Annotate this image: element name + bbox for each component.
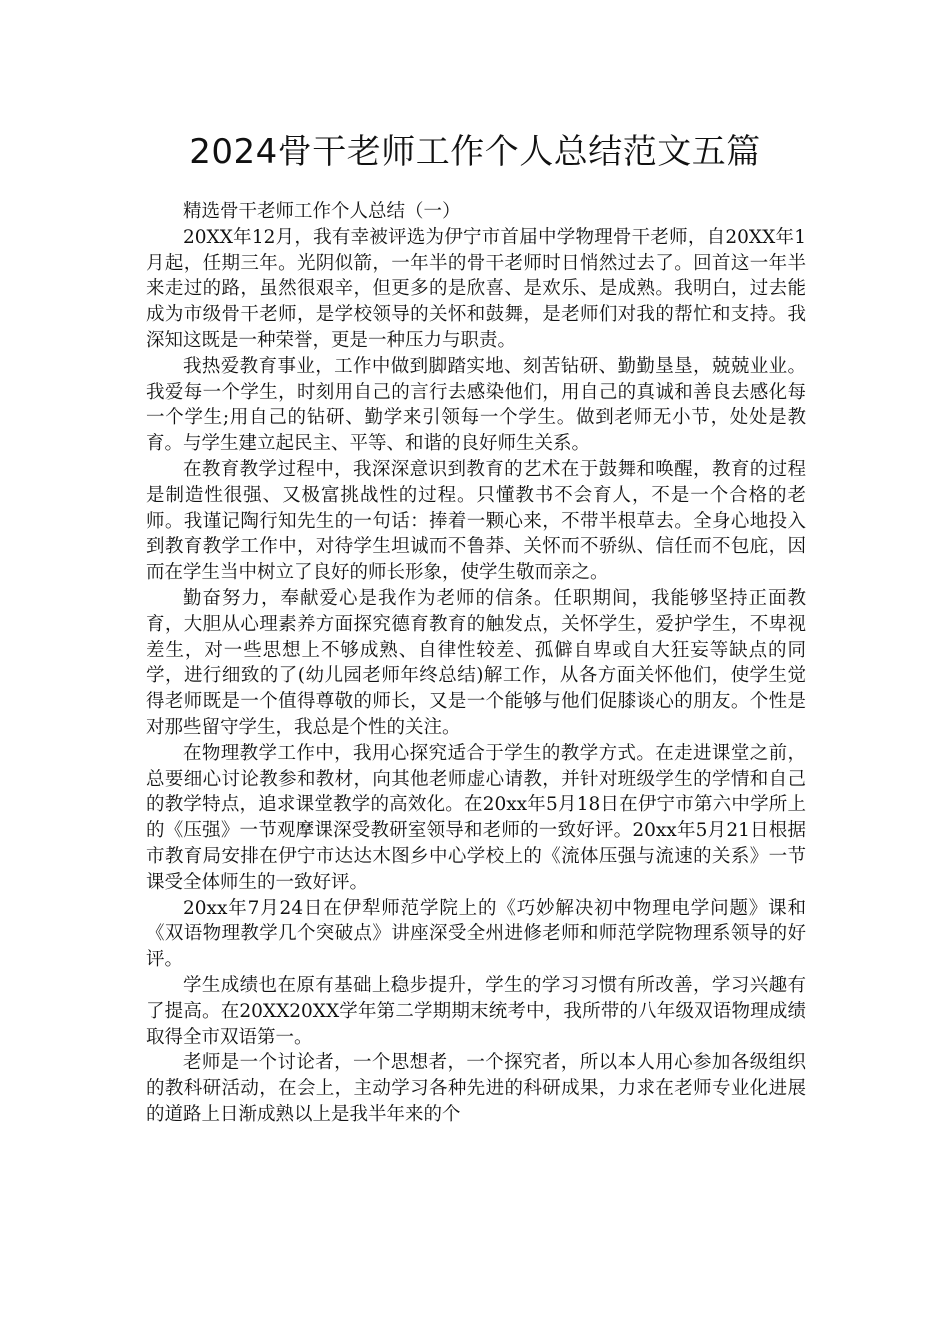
paragraph: 老师是一个讨论者，一个思想者，一个探究者，所以本人用心参加各级组织的教科研活动，在会上，主动学习各种先进的科研成果，力求在老师专业化进展的道路上日渐成熟以上是我半年来的个 [146, 1052, 806, 1125]
document-title: 2024骨干老师工作个人总结范文五篇 [189, 132, 761, 172]
paragraph: 学生成绩也在原有基础上稳步提升，学生的学习习惯有所改善，学习兴趣有了提高。在20XX20XX学年第二学期期末统考中，我所带的八年级双语物理成绩取得全市双语第一。 [146, 974, 806, 1048]
paragraph: 在物理教学工作中，我用心探究适合于学生的教学方式。在走进课堂之前，总要细心讨论教参和教材，向其他老师虚心请教，并针对班级学生的学情和自己的教学特点，追求课堂教学的高效化。在20xx年5月18日在伊宁市第六中学所上的《压强》一节观摩课深受教研室领导和老师的一致好评。20xx年5月21日根据市教育局安排在伊宁市达达木图乡中心学校上的《流体压强与流速的关系》一节课受全体师生的一致好评。 [146, 742, 806, 893]
paragraph: 20xx年7月24日在伊犁师范学院上的《巧妙解决初中物理电学问题》课和《双语物理教学几个突破点》讲座深受全州进修老师和师范学院物理系领导的好评。 [146, 897, 806, 971]
paragraph: 20XX年12月，我有幸被评选为伊宁市首届中学物理骨干老师，自20XX年1月起，任期三年。光阴似箭，一年半的骨干老师时日悄然过去了。回首这一年半来走过的路，虽然很艰辛，但更多的是欣喜、是欢乐、是成熟。我明白，过去能成为市级骨干老师，是学校领导的关怀和鼓舞，是老师们对我的帮忙和支持。我深知这既是一种荣誉，更是一种压力与职责。 [146, 226, 806, 351]
section-heading: 精选骨干老师工作个人总结（一） [183, 201, 461, 222]
paragraph: 在教育教学过程中，我深深意识到教育的艺术在于鼓舞和唤醒，教育的过程是制造性很强、又极富挑战性的过程。只懂教书不会育人，不是一个合格的老师。我谨记陶行知先生的一句话：捧着一颗心来，不带半根草去。全身心地投入到教育教学工作中，对待学生坦诚而不鲁莽、关怀而不骄纵、信任而不包庇，因而在学生当中树立了良好的师长形象，使学生敬而亲之。 [146, 458, 806, 584]
document-body [146, 199, 806, 1128]
paragraph: 勤奋努力，奉献爱心是我作为老师的信条。任职期间，我能够坚持正面教育，大胆从心理素养方面探究德育教育的触发点，关怀学生，爱护学生，不卑视差生，对一些思想上不够成熟、自律性较差、孤僻自卑或自大狂妄等缺点的同学，进行细致的了(幼儿园老师年终总结)解工作，从各方面关怀他们，使学生觉得老师既是一个值得尊敬的师长，又是一个能够与他们促膝谈心的朋友。个性是对那些留守学生，我总是个性的关注。 [146, 587, 806, 738]
paragraph: 我热爱教育事业，工作中做到脚踏实地、刻苦钻研、勤勤垦垦，兢兢业业。我爱每一个学生，时刻用自己的言行去感染他们，用自己的真诚和善良去感化每一个学生;用自己的钻研、勤学来引领每一个学生。做到老师无小节，处处是教育。与学生建立起民主、平等、和谐的良好师生关系。 [146, 355, 806, 455]
